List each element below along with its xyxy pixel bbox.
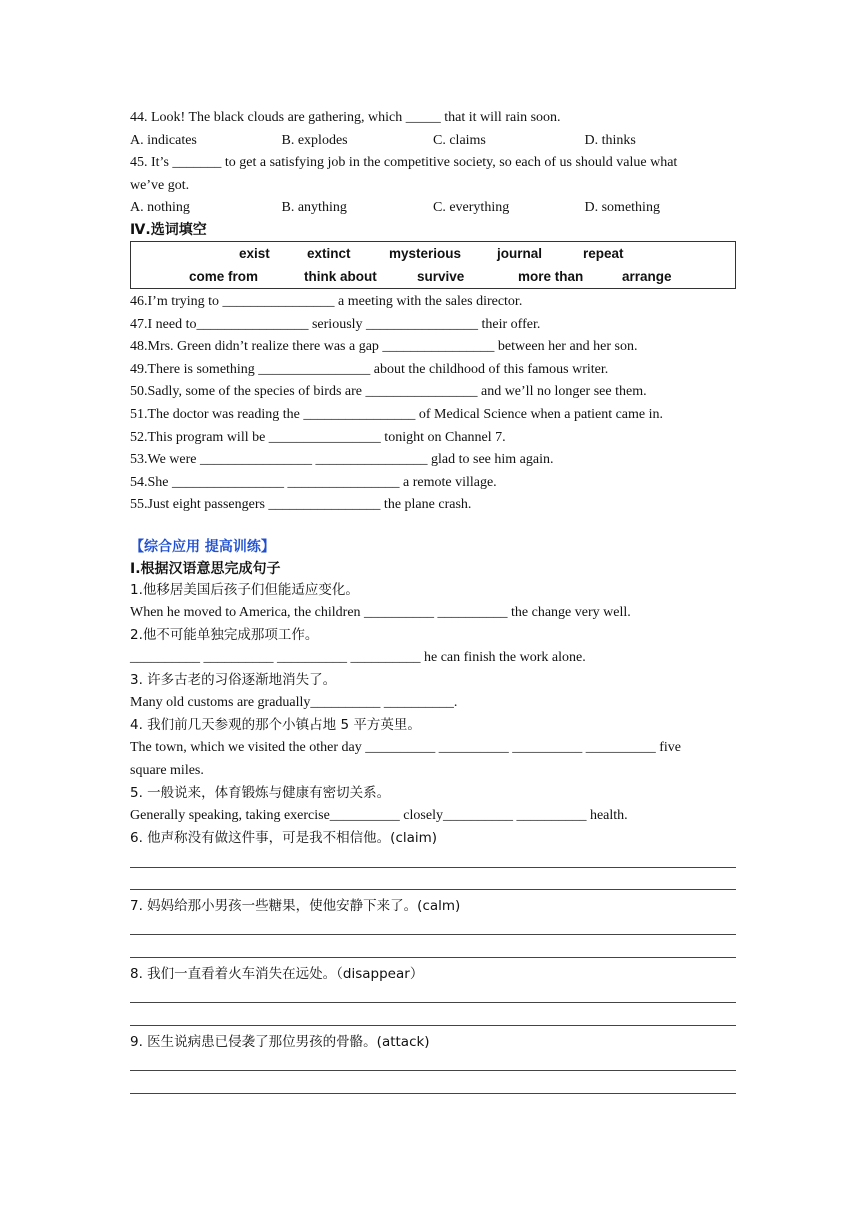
word-bank-box <box>130 241 736 289</box>
question-47: 47.I need to________________ seriously ________________ their offer. <box>130 316 541 332</box>
answer-line <box>130 1053 736 1076</box>
word-bank-item: come from <box>189 268 259 284</box>
sentence-4-english-continued: square miles. <box>130 762 204 778</box>
question-55: 55.Just eight passengers ________________ the plane crash. <box>130 497 472 513</box>
sentence-2-chinese: 2.他不可能单独完成那项工作。 <box>130 627 319 644</box>
sentence-1-english: When he moved to America, the children __________ __________ the change very well. <box>130 604 631 620</box>
word-bank-item: think about <box>304 268 377 284</box>
question-44: 44. Look! The black clouds are gathering, which _____ that it will rain soon. <box>130 110 561 125</box>
question-45-options <box>130 197 736 220</box>
option-a: A. indicates <box>130 132 197 148</box>
word-bank-item: mysterious <box>389 245 462 261</box>
word-bank-item: extinct <box>307 245 351 261</box>
option-b: B. anything <box>281 200 347 216</box>
question-53: 53.We were ________________ ________________ glad to see him again. <box>130 452 554 468</box>
word-bank-row-1 <box>131 243 735 265</box>
question-51: 51.The doctor was reading the ________________ of Medical Science when a patient came in. <box>130 406 664 422</box>
word-bank-item: journal <box>497 245 543 261</box>
sentence-4-chinese: 4. 我们前几天参观的那个小镇占地 5 平方英里。 <box>130 717 421 734</box>
option-c: C. everything <box>433 200 510 216</box>
answer-line <box>130 850 736 873</box>
question-48: 48.Mrs. Green didn’t realize there was a gap ________________ between her and her son. <box>130 339 638 355</box>
word-bank-item: repeat <box>583 245 624 261</box>
option-b: B. explodes <box>281 132 348 148</box>
sentence-5-english: Generally speaking, taking exercise__________ closely__________ __________ health. <box>130 807 628 823</box>
sentence-3-english: Many old customs are gradually__________ __________. <box>130 694 458 710</box>
answer-line <box>130 940 736 963</box>
translate-6-prompt: 6. 他声称没有做这件事，可是我不相信他。(claim) <box>130 830 438 847</box>
question-45: 45. It’s _______ to get a satisfying job in the competitive society, so each of us should value what <box>130 155 678 171</box>
option-d: D. something <box>584 200 660 216</box>
question-50: 50.Sadly, some of the species of birds are ________________ and we’ll no longer see them. <box>130 384 647 400</box>
question-54: 54.She ________________ ________________ a remote village. <box>130 474 497 490</box>
word-bank-item: exist <box>239 245 270 261</box>
section-4-title: Ⅳ.选词填空 <box>130 221 207 238</box>
sentence-1-chinese: 1.他移居美国后孩子们但能适应变化。 <box>130 581 359 598</box>
option-a: A. nothing <box>130 200 190 216</box>
question-46: 46.I’m trying to ________________ a meeting with the sales director. <box>130 293 523 309</box>
translate-8-prompt: 8. 我们一直看着火车消失在远处。（disappear） <box>130 966 424 982</box>
word-bank-item: more than <box>518 268 584 284</box>
question-45-continued: we’ve got. <box>130 177 190 193</box>
answer-line <box>130 873 736 896</box>
translate-9-prompt: 9. 医生说病患已侵袭了那位男孩的骨骼。(attack) <box>130 1033 430 1050</box>
option-d: D. thinks <box>584 132 636 148</box>
question-44-options <box>130 130 736 153</box>
option-c: C. claims <box>433 132 486 148</box>
sentence-5-chinese: 5. 一般说来，体育锻炼与健康有密切关系。 <box>130 785 391 802</box>
sentence-2-english: __________ __________ __________ __________ he can finish the work alone. <box>130 649 586 665</box>
sentence-4-english: The town, which we visited the other day __________ __________ __________ __________ five <box>130 740 681 756</box>
answer-line <box>130 1008 736 1031</box>
word-bank-item: survive <box>417 268 465 284</box>
comprehensive-heading: 【综合应用 提高训练】 <box>130 538 275 555</box>
word-bank-row-2 <box>131 266 735 288</box>
question-52: 52.This program will be ________________ tonight on Channel 7. <box>130 429 506 445</box>
question-49: 49.There is something ________________ about the childhood of this famous writer. <box>130 361 609 377</box>
worksheet-page <box>130 107 736 1099</box>
answer-line <box>130 986 736 1009</box>
sentence-3-chinese: 3. 许多古老的习俗逐渐地消失了。 <box>130 672 337 689</box>
answer-line <box>130 1076 736 1099</box>
word-bank-item: arrange <box>622 268 672 284</box>
translate-7-prompt: 7. 妈妈给那小男孩一些糖果，使他安静下来了。(calm) <box>130 898 461 915</box>
comprehensive-subtitle: Ⅰ.根据汉语意思完成句子 <box>130 560 281 577</box>
answer-line <box>130 918 736 941</box>
